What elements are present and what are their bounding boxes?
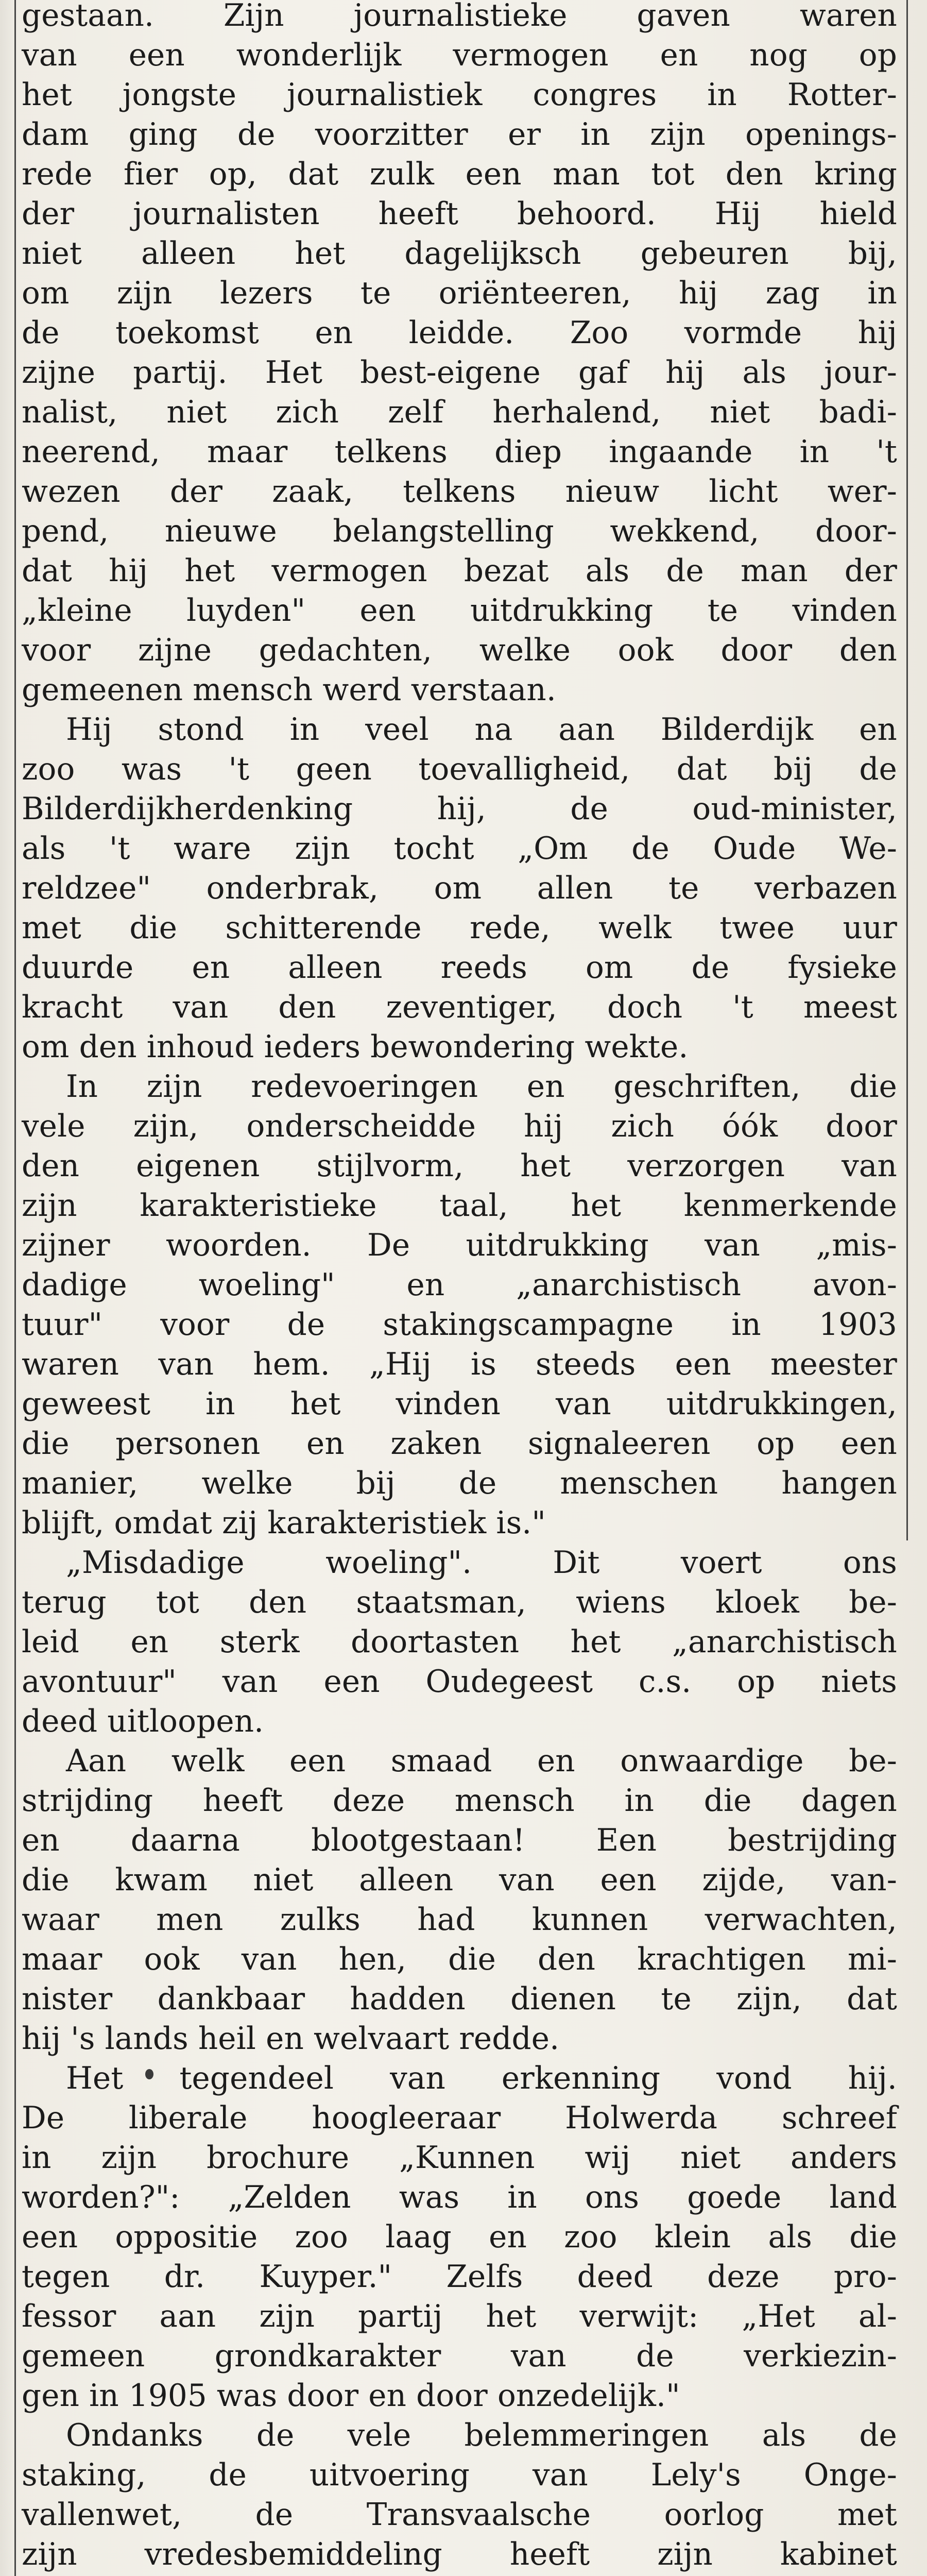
article-paragraph <box>22 2416 897 2576</box>
article-line: vallenwet, de Transvaalsche oorlog met <box>22 2497 897 2533</box>
article-line: om den inhoud ieders bewondering wekte. <box>22 1029 689 1065</box>
article-column <box>22 0 897 2576</box>
article-line: nalist, niet zich zelf herhalend, niet badi- <box>22 395 897 430</box>
article-line: Hij stond in veel na aan Bilderdijk en <box>66 712 897 748</box>
article-line: en daarna blootgestaan! Een bestrijding <box>22 1823 897 1858</box>
article-line: Bilderdijkherdenking hij, de oud-minister, <box>22 791 897 827</box>
article-line: In zijn redevoeringen en geschriften, die <box>66 1069 897 1105</box>
column-rule-left <box>14 0 16 2576</box>
article-line: hij 's lands heil en welvaart redde. <box>22 2021 560 2057</box>
article-line: leid en sterk doortasten het „anarchistisch <box>22 1624 897 1660</box>
article-line: in zijn brochure „Kunnen wij niet anders <box>22 2140 897 2176</box>
article-line: Het tegendeel van erkenning vond hij. <box>66 2061 897 2096</box>
article-line: voor zijne gedachten, welke ook door den <box>22 633 897 668</box>
article-line: Aan welk een smaad en onwaardige be- <box>66 1743 897 1779</box>
article-line: gemeenen mensch werd verstaan. <box>22 672 556 708</box>
article-line: manier, welke bij de menschen hangen <box>22 1466 897 1501</box>
page-fold-shadow <box>0 0 15 2576</box>
article-line: die kwam niet alleen van een zijde, van- <box>22 1862 897 1898</box>
article-line: vele zijn, onderscheidde hij zich óók door <box>22 1109 897 1144</box>
article-line: die personen en zaken signaleeren op een <box>22 1426 897 1462</box>
article-line: terug tot den staatsman, wiens kloek be- <box>22 1585 897 1620</box>
article-line: nister dankbaar hadden dienen te zijn, dat <box>22 1981 897 2017</box>
article-line: geweest in het vinden van uitdrukkingen, <box>22 1386 897 1422</box>
article-line: zijn vredesbemiddeling heeft zijn kabinet <box>22 2537 897 2572</box>
article-paragraph <box>22 2059 897 2416</box>
article-line: een oppositie zoo laag en zoo klein als die <box>22 2219 897 2255</box>
article-line: maar ook van hen, die den krachtigen mi- <box>22 1942 897 1977</box>
article-line: pend, nieuwe belangstelling wekkend, door- <box>22 514 897 549</box>
article-line: staking, de uitvoering van Lely's Onge- <box>22 2458 897 2493</box>
article-paragraph <box>22 1067 897 1543</box>
article-line: waren van hem. „Hij is steeds een meester <box>22 1347 897 1382</box>
article-line: rede fier op, dat zulk een man tot den kring <box>22 157 897 192</box>
article-line: om zijn lezers te oriënteeren, hij zag in <box>22 276 897 311</box>
article-line: gemeen grondkarakter van de verkiezin- <box>22 2338 897 2374</box>
article-line: gen in 1905 was door en door onzedelijk." <box>22 2378 680 2414</box>
article-line: zoo was 't geen toevalligheid, dat bij de <box>22 752 897 787</box>
column-rule-right <box>906 0 908 1540</box>
article-line: De liberale hoogleeraar Holwerda schreef <box>22 2100 897 2136</box>
article-line: de toekomst en leidde. Zoo vormde hij <box>22 315 897 351</box>
article-line: „kleine luyden" een uitdrukking te vinden <box>22 593 897 629</box>
article-line: dam ging de voorzitter er in zijn openings- <box>22 117 897 152</box>
article-line: tegen dr. Kuyper." Zelfs deed deze pro- <box>22 2259 897 2295</box>
article-line: Ondanks de vele belemmeringen als de <box>66 2418 897 2453</box>
article-line: worden?": „Zelden was in ons goede land <box>22 2180 897 2215</box>
article-paragraph <box>22 710 897 1067</box>
article-line: avontuur" van een Oudegeest c.s. op niets <box>22 1664 897 1700</box>
article-line: der journalisten heeft behoord. Hij hield <box>22 196 897 232</box>
article-line: deed uitloopen. <box>22 1704 264 1739</box>
article-line: kracht van den zeventiger, doch 't meest <box>22 990 897 1025</box>
article-line: wezen der zaak, telkens nieuw licht wer- <box>22 474 897 510</box>
article-line: duurde en alleen reeds om de fysieke <box>22 950 897 986</box>
article-line: gestaan. Zijn journalistieke gaven waren <box>22 0 897 33</box>
article-line: als 't ware zijn tocht „Om de Oude We- <box>22 831 897 867</box>
article-line: fessor aan zijn partij het verwijt: „Het al- <box>22 2299 897 2334</box>
article-line: reldzee" onderbrak, om allen te verbazen <box>22 871 897 906</box>
article-line: zijn karakteristieke taal, het kenmerkende <box>22 1188 897 1224</box>
article-line: van een wonderlijk vermogen en nog op <box>22 38 897 73</box>
article-line: tuur" voor de stakingscampagne in 1903 <box>22 1307 897 1343</box>
article-line: den eigenen stijlvorm, het verzorgen van <box>22 1148 897 1184</box>
article-line: neerend, maar telkens diep ingaande in 't <box>22 434 897 470</box>
article-line: met die schitterende rede, welk twee uur <box>22 910 897 946</box>
article-line: dat hij het vermogen bezat als de man der <box>22 553 897 589</box>
article-paragraph <box>22 1741 897 2059</box>
article-line: strijding heeft deze mensch in die dagen <box>22 1783 897 1819</box>
article-line: dadige woeling" en „anarchistisch avon- <box>22 1267 897 1303</box>
article-paragraph <box>22 0 897 710</box>
article-line: „Misdadige woeling". Dit voert ons <box>66 1545 897 1581</box>
article-line: het jongste journalistiek congres in Rotter- <box>22 77 897 113</box>
article-line: zijne partij. Het best-eigene gaf hij als jour- <box>22 355 897 391</box>
article-line: blijft, omdat zij karakteristiek is." <box>22 1505 546 1541</box>
article-line: zijner woorden. De uitdrukking van „mis- <box>22 1228 897 1263</box>
article-line: niet alleen het dagelijksch gebeuren bij, <box>22 236 897 272</box>
article-paragraph <box>22 1543 897 1741</box>
article-line: waar men zulks had kunnen verwachten, <box>22 1902 897 1938</box>
